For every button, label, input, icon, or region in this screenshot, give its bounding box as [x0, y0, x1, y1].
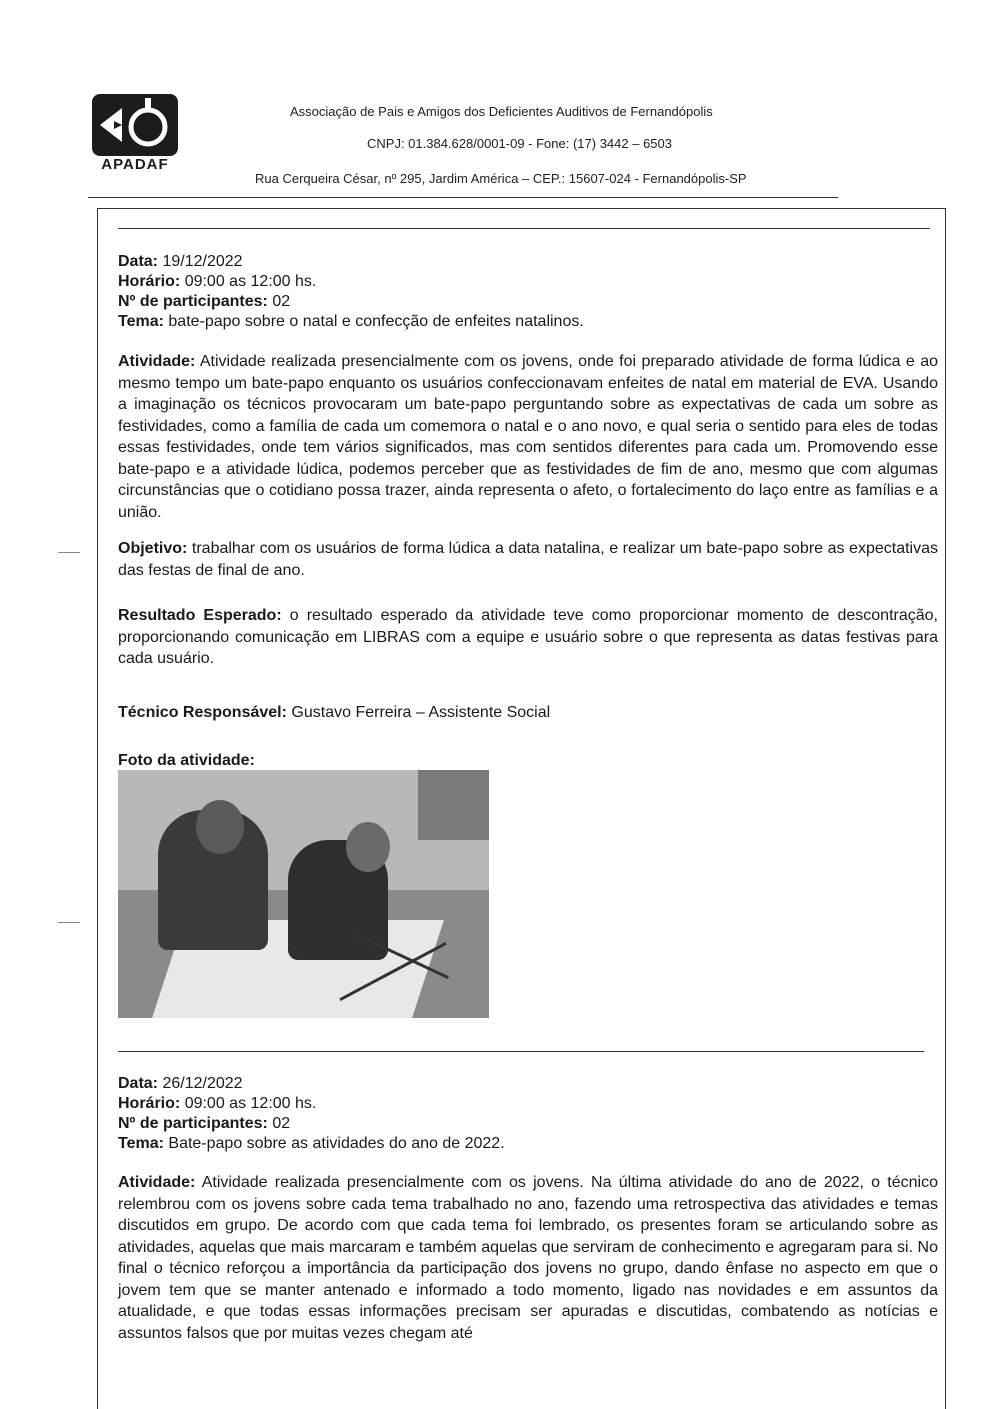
report1-expected-result: Resultado Esperado: o resultado esperado da atividade teve como proporcionar momento de descontração, proporcionando comunicação em LIBRAS com a equipe e usuário sobre o que representa as datas festivas para cada usuário.: [118, 607, 938, 667]
report1-date: Data: 19/12/2022: [118, 253, 243, 270]
activity-photo: [118, 770, 489, 1018]
logo-emblem-icon: [92, 94, 178, 156]
report2-header: [118, 1074, 938, 1154]
section-divider-top: [118, 228, 930, 229]
section-divider-middle: [118, 1051, 924, 1052]
report2-date: Data: 26/12/2022: [118, 1075, 243, 1092]
report1-theme: Tema: bate-papo sobre o natal e confecção de enfeites natalinos.: [118, 313, 584, 330]
report2-theme: Tema: Bate-papo sobre as atividades do ano de 2022.: [118, 1135, 505, 1152]
scan-mark: [58, 922, 80, 923]
photo-board: [418, 770, 489, 840]
report2-activity: Atividade: Atividade realizada presencialmente com os jovens. Na última atividade do ano de 2022, o técnico relembrou com os jovens sobre cada tema trabalhado no ano, fazendo uma retrospectiva das atividades e temas discutidos em grupo. De acordo com que cada tema foi lembrado, os presentes foram se articulando sobre as atividades, aquelas que mais marcaram e também aquelas que serviram de conhecimento e agregaram para si. No final o técnico reforçou a importância da participação dos jovens no grupo, dando ênfase no aspecto em que o jovem tem que se manter antenado e informado a todo momento, ligado nas novidades e em assuntos da atualidade, e que todas essas informações precisam ser apuradas e discutidas, combatendo as notícias e assuntos falsos que por muitas vezes chegam até: [118, 1174, 939, 1342]
report1-time: Horário: 09:00 as 12:00 hs.: [118, 273, 317, 290]
report1-participants: Nº de participantes: 02: [118, 293, 291, 310]
letterhead-divider: [88, 197, 838, 198]
photo-head-right: [346, 822, 390, 872]
logo-text: APADAF: [101, 156, 169, 173]
scan-mark: [58, 552, 80, 553]
organization-name: Associação de Pais e Amigos dos Deficientes Auditivos de Fernandópolis: [290, 104, 713, 119]
apadaf-logo: [88, 94, 182, 176]
organization-cnpj-phone: CNPJ: 01.384.628/0001-09 - Fone: (17) 3442 – 6503: [367, 136, 672, 151]
report1-objective: Objetivo: trabalhar com os usuários de forma lúdica a data natalina, e realizar um bate-papo sobre as expectativas das festas de final de ano.: [118, 540, 938, 579]
report2-participants: Nº de participantes: 02: [118, 1115, 291, 1132]
organization-address: Rua Cerqueira César, nº 295, Jardim América – CEP.: 15607-024 - Fernandópolis-SP: [255, 171, 747, 186]
report1-photo-label: Foto da atividade:: [118, 752, 255, 769]
report2-time: Horário: 09:00 as 12:00 hs.: [118, 1095, 317, 1112]
report1-activity: Atividade: Atividade realizada presencialmente com os jovens, onde foi preparado atividade de forma lúdica e ao mesmo tempo um bate-papo enquanto os usuários confeccionavam enfeites de natal em material de EVA. Usando a imaginação os técnicos provocaram um bate-papo perguntando sobre as expectativas de cada um sobre as festividades, como a família de cada um comemora o natal e o ano novo, e qual seria o sentido para eles de todas essas festividades, onde tem vários significados, mas com sentidos diferentes para cada um. Promovendo esse bate-papo e a atividade lúdica, podemos perceber que as festividades de fim de ano, mesmo que com algumas circunstâncias que o cotidiano possa trazer, ainda representa o afeto, o fortalecimento do laço entre as famílias e a união.: [118, 353, 938, 521]
photo-head-left: [196, 800, 244, 854]
report1-technician: Técnico Responsável: Gustavo Ferreira – Assistente Social: [118, 704, 551, 721]
report1-header: [118, 252, 938, 332]
